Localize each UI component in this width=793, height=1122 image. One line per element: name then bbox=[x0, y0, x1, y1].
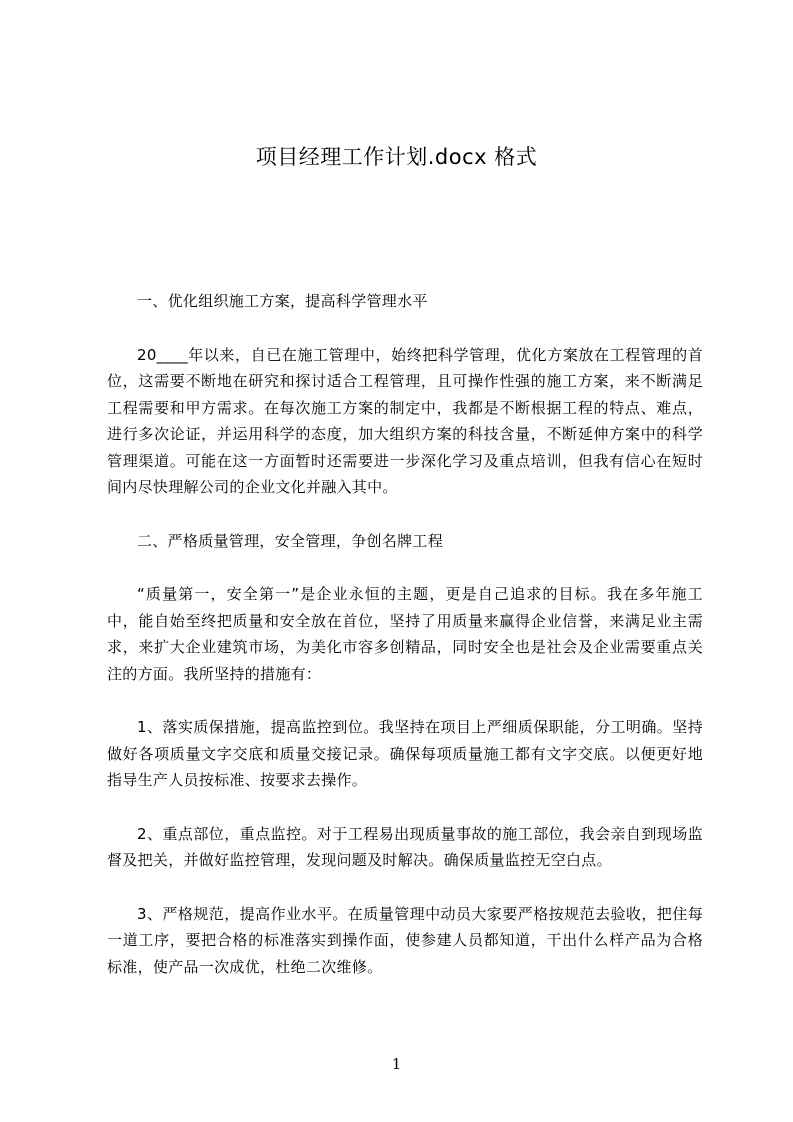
document-title: 项目经理工作计划.docx 格式 bbox=[255, 145, 538, 169]
section-heading-1: 一、优化组织施工方案，提高科学管理水平 bbox=[137, 292, 428, 310]
paragraph-spacer bbox=[107, 794, 703, 821]
page-number: 1 bbox=[391, 1055, 402, 1073]
paragraph: 2、重点部位，重点监控。对于工程易出现质量事故的施工部位，我会亲自到现场监督及把关，并做好监控管理，发现问题及时解决。确保质量监控无空白点。 bbox=[107, 824, 703, 869]
paragraph-spacer bbox=[107, 501, 703, 528]
paragraph-spacer bbox=[107, 687, 703, 714]
document-body bbox=[107, 288, 703, 980]
paragraph: 20____年以来，自已在施工管理中，始终把科学管理，优化方案放在工程管理的首位，这需要不断地在研究和探讨适合工程管理，且可操作性强的施工方案，来不断满足工程需要和甲方需求。在每次施工方案的制定中，我都是不断根据工程的特点、难点，进行多次论证，并运用科学的态度，加大组织方案的科技含量，不断延伸方案中的科学管理渠道。可能在这一方面暂时还需要进一步深化学习及重点培训，但我有信心在短时间内尽快理解公司的企业文化并融入其中。 bbox=[107, 345, 703, 496]
paragraph: “质量第一，安全第一”是企业永恒的主题，更是自己追求的目标。我在多年施工中，能自始至终把质量和安全放在首位，坚持了用质量来赢得企业信誉，来满足业主需求，来扩大企业建筑市场，为美化市容多创精品，同时安全也是社会及企业需要重点关注的方面。我所坚持的措施有： bbox=[107, 585, 703, 683]
section-heading-2: 二、严格质量管理，安全管理，争创名牌工程 bbox=[137, 531, 444, 550]
paragraph: 1、落实质保措施，提高监控到位。我坚持在项目上严细质保职能，分工明确。坚持做好各项质量文字交底和质量交接记录。确保每项质量施工都有文字交底。以便更好地指导生产人员按标准、按要求去操作。 bbox=[107, 718, 703, 789]
paragraph-spacer bbox=[107, 315, 703, 342]
paragraph-spacer bbox=[107, 554, 703, 581]
paragraph-spacer bbox=[107, 874, 703, 901]
paragraph: 3、严格规范，提高作业水平。在质量管理中动员大家要严格按规范去验收，把住每一道工序，要把合格的标准落实到操作面，使参建人员都知道，干出什么样产品为合格标准，使产品一次成优，杜绝二次维修。 bbox=[107, 904, 703, 976]
